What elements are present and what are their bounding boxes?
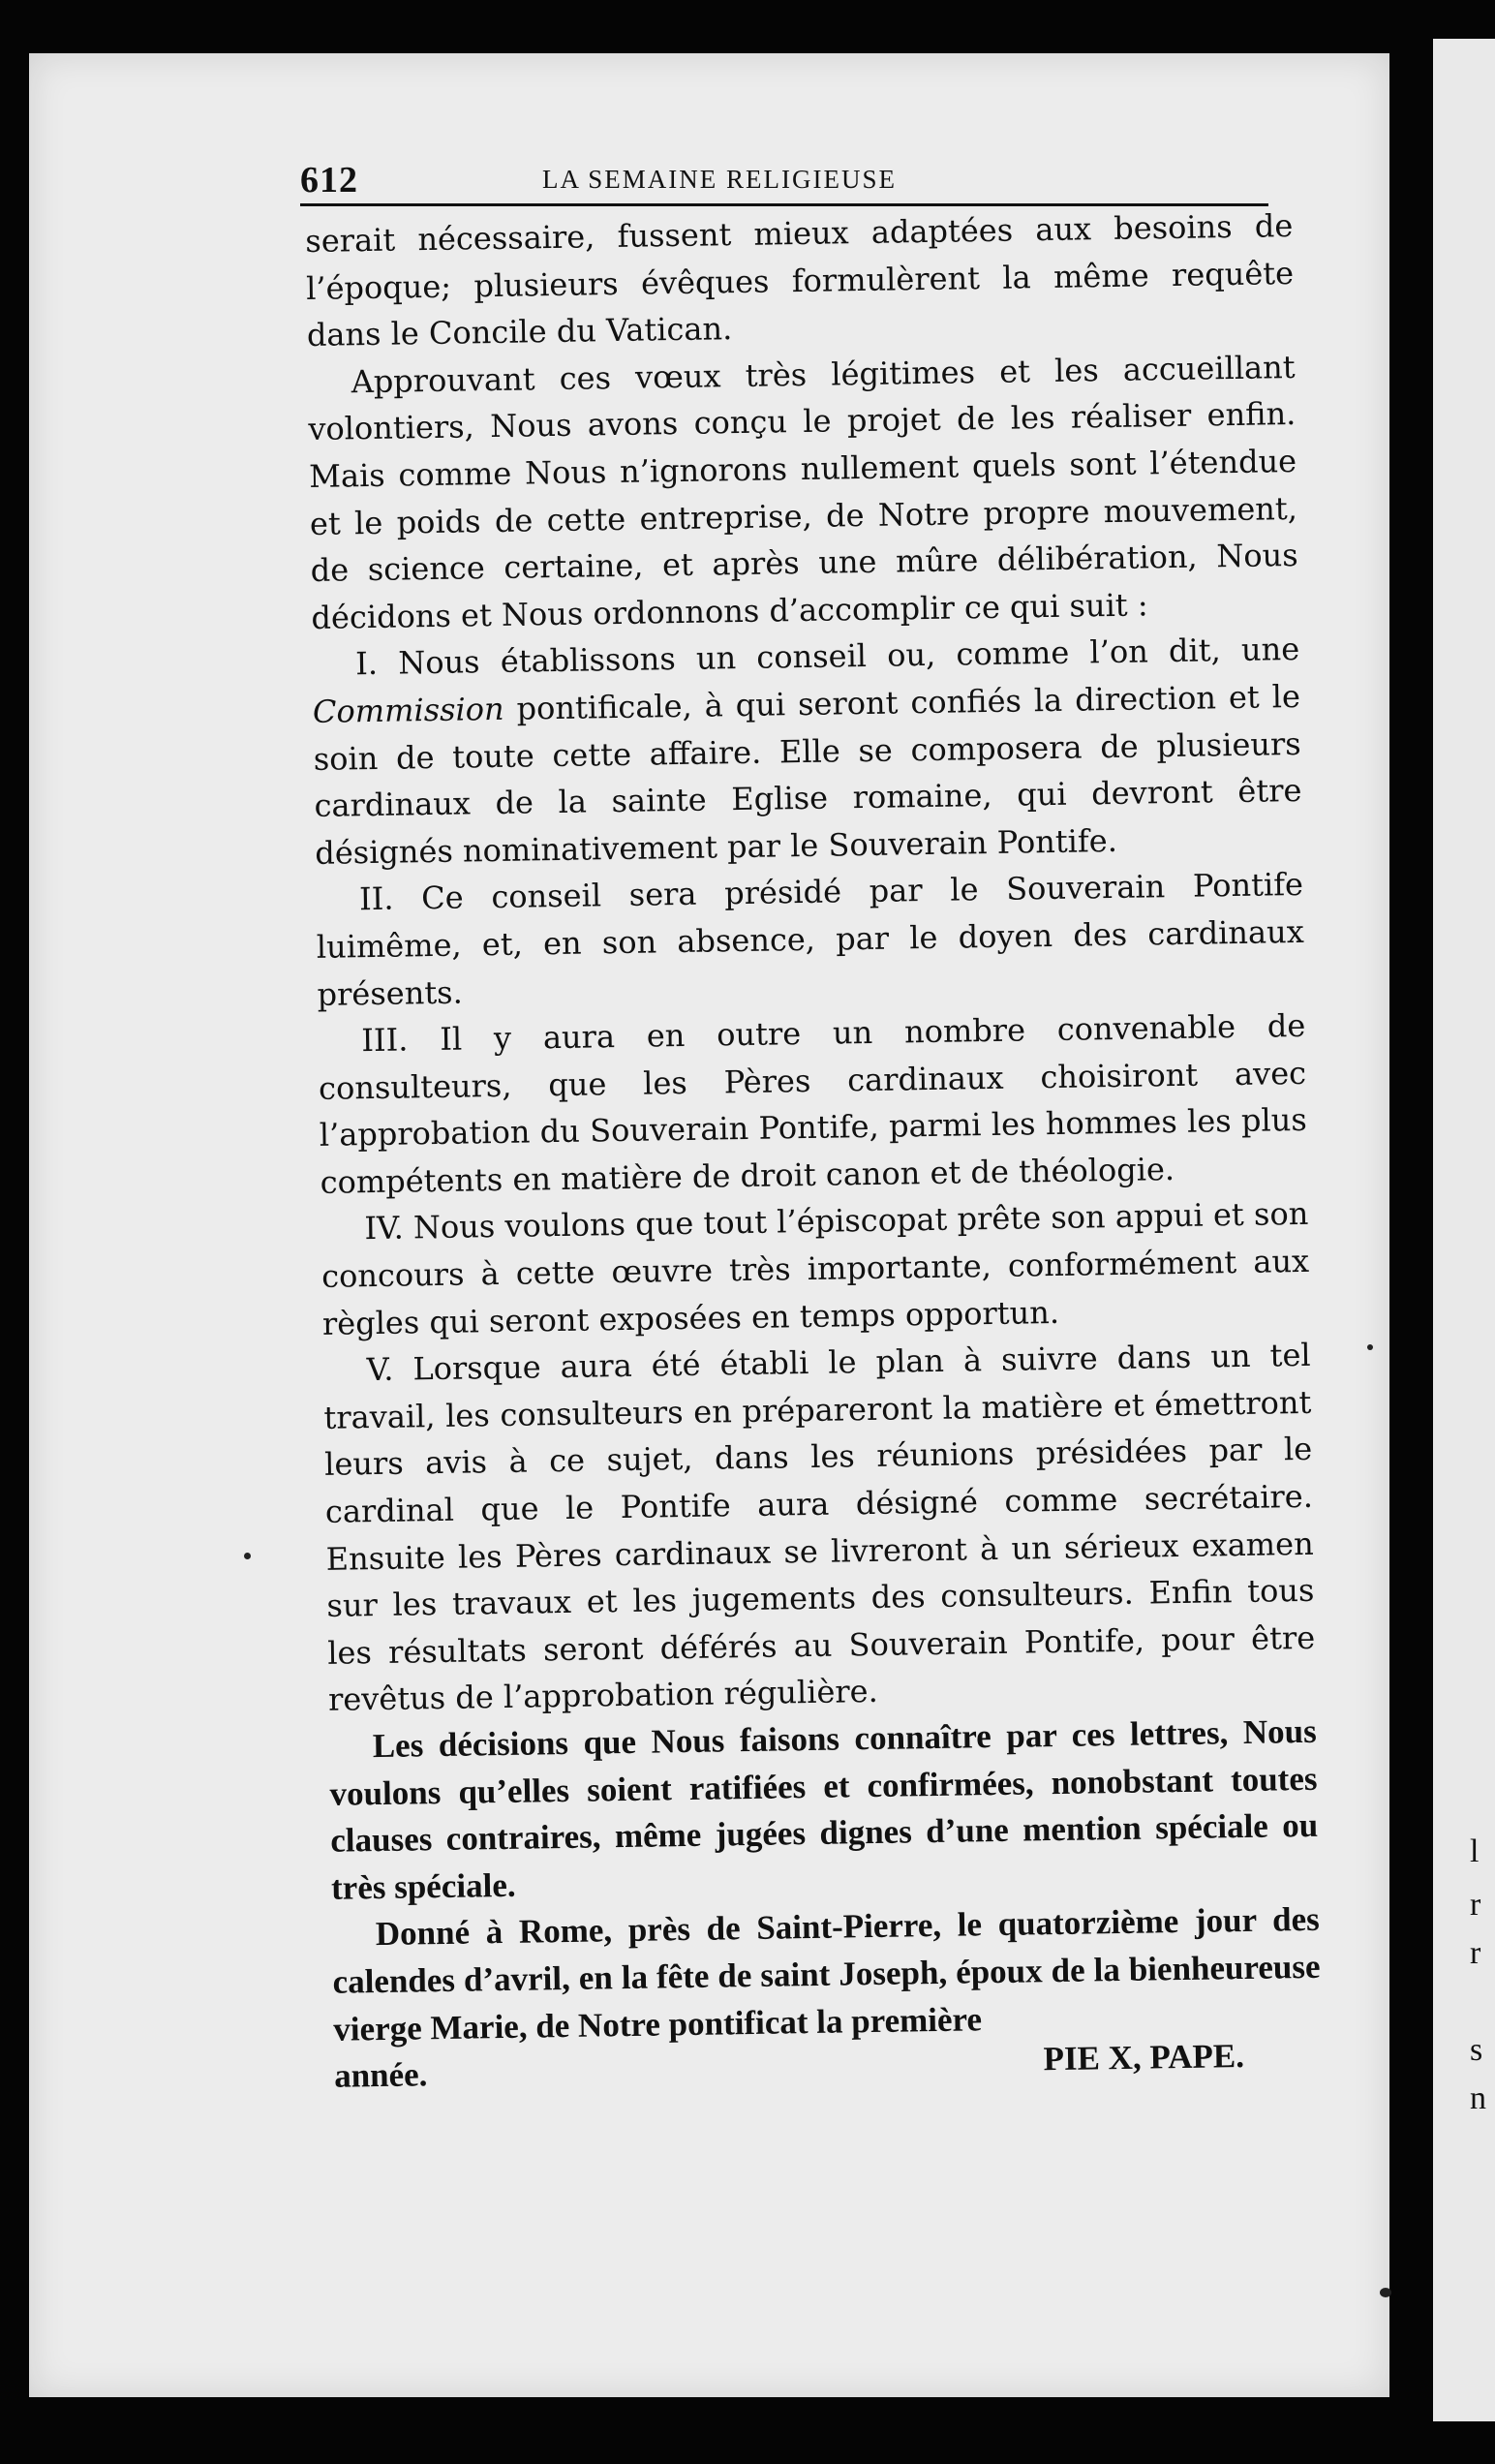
adjacent-page-fragment: s (1470, 2032, 1483, 2068)
paragraph-text: I. Nous établissons un conseil ou, comme l’on dit, une (354, 631, 1300, 683)
scan-speck (1380, 2288, 1391, 2297)
paragraph: III. Il y aura en outre un nombre convenable de consulteurs, que les Pères cardinaux choisiront avec l’approbation du Souverain Pontife, parmi les hommes les plus compétents en matière de droit canon et de théologie. (318, 1006, 1308, 1201)
paragraph: Donné à Rome, près de Saint-Pierre, le quatorzième jour des calendes d’avril, en la fête de saint Joseph, époux de la bienheureuse vierge Marie, de Notre pontificat la première (332, 1900, 1321, 2048)
adjacent-page-edge (1433, 39, 1495, 2421)
closing-word: année. (333, 2055, 428, 2095)
paragraph (312, 626, 1303, 877)
emphasis-term: Commission (312, 690, 504, 730)
scan-speck (244, 1553, 251, 1559)
paragraph: Les décisions que Nous faisons connaître par ces lettres, Nous voulons qu’elles soient ratifiées et confirmées, nonobstant toutes clauses contraires, même jugées dignes d’une mention spéciale ou très spéciale. (329, 1711, 1319, 1907)
paragraph: serait nécessaire, fussent mieux adaptées aux besoins de l’époque; plusieurs évêques formulèrent la même requête dans le Concile du Vatican. (305, 206, 1295, 354)
adjacent-page-fragment: l (1470, 1833, 1480, 1869)
page-number: 612 (300, 160, 358, 200)
scan-speck (1367, 1344, 1373, 1350)
paragraph: V. Lorsque aura été établi le plan à suivre dans un tel travail, les consulteurs en prépareront la matière et émettront leurs avis à ce sujet, dans les réunions présidées par le cardinal que le Pontife aura désigné comme secrétaire. Ensuite les Pères cardinaux se livreront à un sérieux examen sur les travaux et les jugements des consulteurs. Enfin tous les résultats seront déférés au Souverain Pontife, pour être revêtus de l’approbation régulière. (323, 1337, 1316, 1719)
signature: PIE X, PAPE. (1043, 2037, 1245, 2079)
paragraph-text: pontificale, à qui seront confiés la direction et le soin de toute cette affaire. Elle se composera de plusieurs cardinaux de la sainte Eglise romaine, qui devront être désignés nominativement par le Souverain Pontife. (313, 677, 1302, 872)
adjacent-page-fragment: r (1470, 1935, 1481, 1971)
running-head: LA SEMAINE RELIGIEUSE (542, 165, 897, 194)
paragraph: IV. Nous voulons que tout l’épiscopat prête son appui et son concours à cette œuvre très importante, conformément aux règles qui seront exposées en temps opportun. (320, 1195, 1310, 1342)
paragraph: II. Ce conseil sera présidé par le Souverain Pontife luimême, et, en son absence, par le doyen des cardinaux présents. (316, 866, 1304, 1013)
adjacent-page-fragment: r (1470, 1887, 1481, 1923)
body-text (305, 202, 1322, 2101)
paragraph: Approuvant ces vœux très légitimes et les accueillant volontiers, Nous avons conçu le projet de les réaliser enfin. Mais comme Nous n’ignorons nullement quels sont l’étendue et le poids de cette entreprise, de Notre propre mouvement, de science certaine, et après une mûre délibération, Nous décidons et Nous ordonnons d’accomplir ce qui suit : (308, 348, 1298, 636)
adjacent-page-fragment: n (1470, 2080, 1486, 2116)
